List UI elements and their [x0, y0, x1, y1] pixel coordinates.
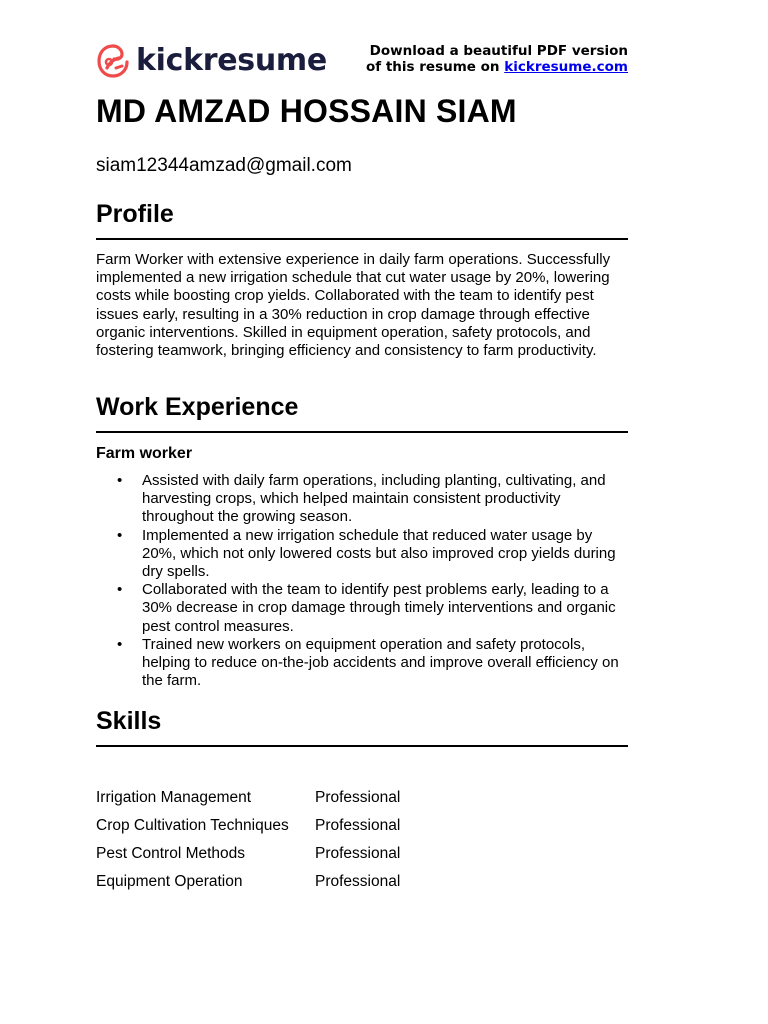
skills-section [96, 707, 628, 896]
kickresume-logo-icon [96, 42, 130, 80]
skill-name: Equipment Operation [96, 873, 243, 890]
promo-line-2 [366, 59, 628, 75]
promo-line-1: Download a beautiful PDF version [369, 43, 628, 59]
promo-line-2-prefix: of this resume on [366, 59, 500, 75]
skills-heading: Skills [96, 707, 628, 747]
skill-level: Professional [315, 817, 401, 834]
job-title: Farm worker [96, 445, 193, 462]
skill-name: Irrigation Management [96, 789, 252, 806]
skill-name: Pest Control Methods [96, 845, 246, 862]
list-item: • Implemented a new irrigation schedule that reduced water usage by 20%, which not only lowered costs but also improved crop yields during dry spells. [96, 527, 628, 582]
list-item: • Assisted with daily farm operations, including planting, cultivating, and harvesting crops, which helped maintain consistent productivity throughout the growing season. [96, 472, 628, 527]
logo-text: kickresume [136, 43, 327, 78]
download-promo [366, 43, 628, 75]
profile-section [96, 200, 628, 360]
skills-table [96, 784, 404, 896]
table-row [96, 840, 404, 868]
kickresume-logo [96, 42, 327, 80]
table-row [96, 868, 404, 896]
candidate-name: MD AMZAD HOSSAIN SIAM [96, 93, 517, 129]
skill-level: Professional [315, 789, 401, 806]
table-row [96, 812, 404, 840]
experience-bullets [96, 472, 628, 690]
experience-section [96, 393, 628, 690]
list-item: • Trained new workers on equipment operation and safety protocols, helping to reduce on-the-job accidents and improve overall efficiency on the farm. [96, 636, 628, 691]
skill-level: Professional [315, 873, 401, 890]
email-address: siam12344amzad@gmail.com [96, 155, 352, 176]
skill-level: Professional [315, 845, 401, 862]
kickresume-link[interactable]: kickresume.com [504, 59, 628, 75]
profile-text: Farm Worker with extensive experience in daily farm operations. Successfully implemented a new irrigation schedule that cut water usage by 20%, lowering costs while boosting crop yields. Collaborated with the team to identify pest issues early, resulting in a 30% reduction in crop damage through effective organic interventions. Skilled in equipment operation, safety protocols, and fostering teamwork, bringing efficiency and consistency to farm productivity. [96, 251, 611, 360]
experience-heading: Work Experience [96, 393, 628, 433]
list-item: • Collaborated with the team to identify pest problems early, leading to a 30% decrease in crop damage through timely interventions and organic pest control measures. [96, 581, 628, 636]
skill-name: Crop Cultivation Techniques [96, 817, 289, 834]
table-row [96, 784, 404, 812]
profile-heading: Profile [96, 200, 628, 240]
